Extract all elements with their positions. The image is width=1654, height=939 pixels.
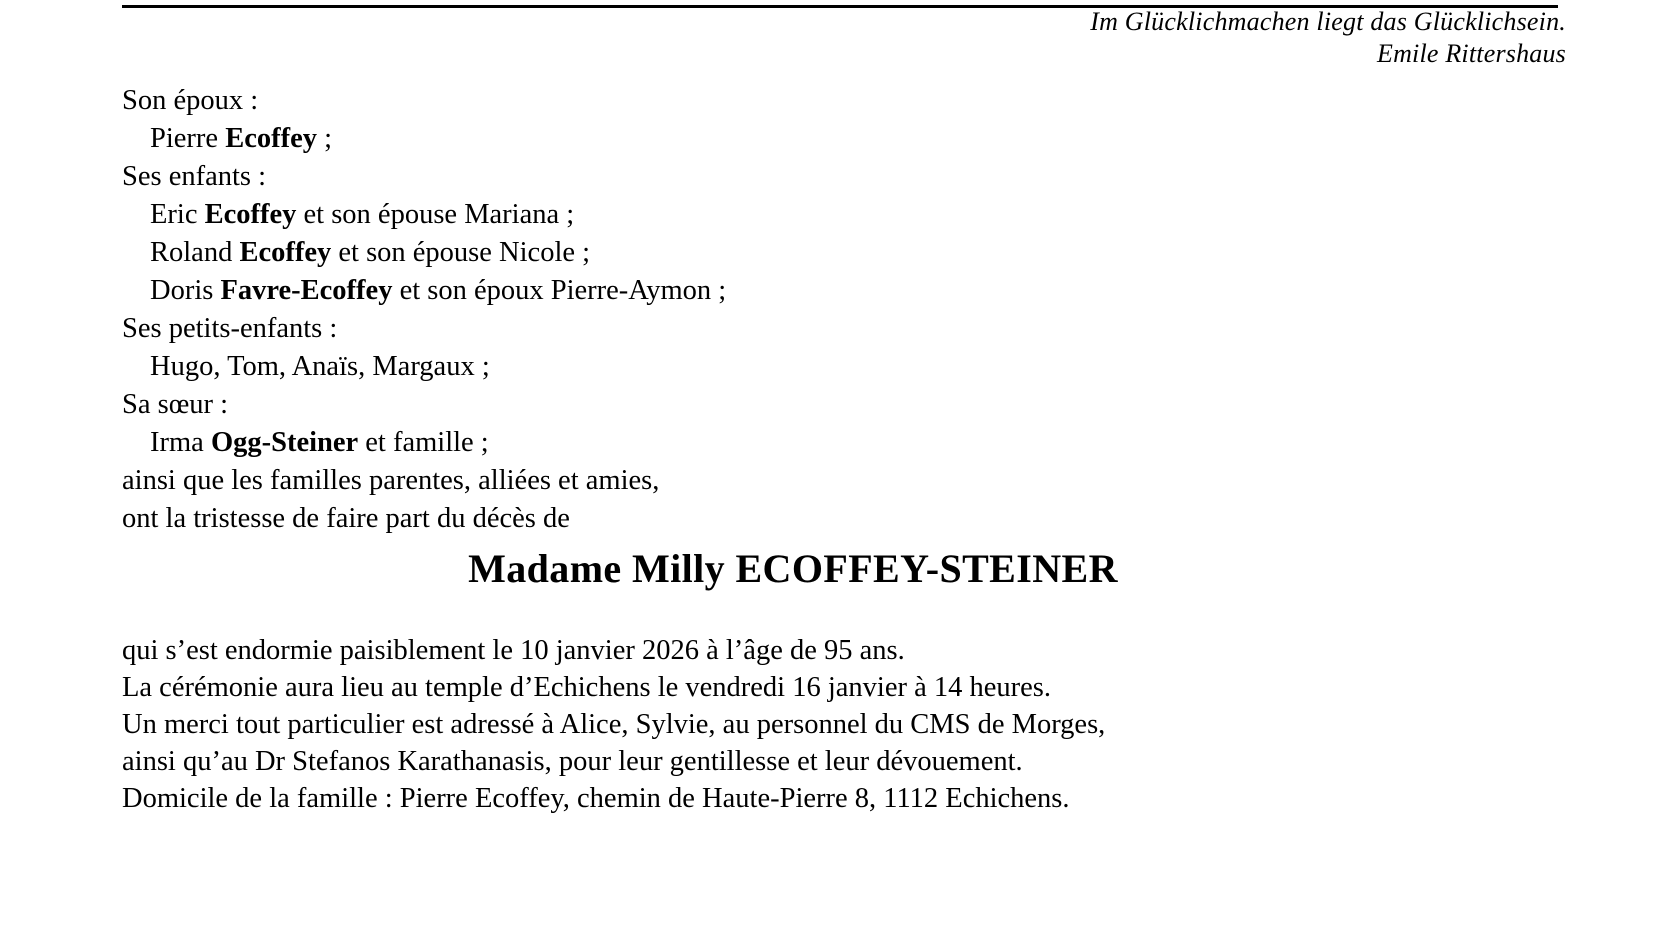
family-line-prefix: Doris bbox=[150, 275, 221, 306]
family-line-suffix: ; bbox=[316, 123, 333, 154]
family-line-surname: Ecoffey bbox=[225, 123, 317, 154]
family-line bbox=[122, 272, 1542, 310]
family-line: Ses enfants : bbox=[122, 161, 267, 192]
family-line: Son époux : bbox=[122, 85, 259, 116]
family-list bbox=[122, 82, 1542, 538]
family-line: ont la tristesse de faire part du décès de bbox=[122, 503, 570, 534]
family-line-prefix: Irma bbox=[150, 427, 211, 458]
family-line-prefix: Pierre bbox=[150, 123, 226, 154]
family-line: ainsi que les familles parentes, alliées et amies, bbox=[122, 465, 660, 496]
family-line-surname: Favre-Ecoffey bbox=[220, 275, 393, 306]
epigraph-author: Emile Rittershaus bbox=[1377, 39, 1566, 68]
family-line: Ses petits-enfants : bbox=[122, 313, 338, 344]
family-line-suffix: et son épouse Nicole ; bbox=[331, 237, 591, 268]
family-line: Hugo, Tom, Anaïs, Margaux ; bbox=[150, 351, 490, 382]
family-line bbox=[122, 424, 1542, 462]
deceased-name: Madame Milly ECOFFEY-STEINER bbox=[468, 546, 1118, 591]
family-line-suffix: et son épouse Mariana ; bbox=[296, 199, 575, 230]
closing-line: qui s’est endormie paisiblement le 10 janvier 2026 à l’âge de 95 ans. bbox=[122, 635, 905, 666]
closing-paragraph bbox=[122, 632, 1572, 817]
closing-line: Un merci tout particulier est adressé à Alice, Sylvie, au personnel du CMS de Morges, bbox=[122, 709, 1106, 740]
epigraph bbox=[1090, 6, 1566, 70]
family-line bbox=[122, 120, 1542, 158]
closing-line: La cérémonie aura lieu au temple d’Echichens le vendredi 16 janvier à 14 heures. bbox=[122, 672, 1052, 703]
family-line-suffix: et famille ; bbox=[358, 427, 489, 458]
family-line-prefix: Roland bbox=[150, 237, 240, 268]
epigraph-quote: Im Glücklichmachen liegt das Glücklichsein. bbox=[1090, 7, 1566, 36]
family-line-surname: Ecoffey bbox=[239, 237, 332, 268]
family-line bbox=[122, 196, 1542, 234]
family-line bbox=[122, 234, 1542, 272]
family-line-prefix: Eric bbox=[150, 199, 205, 230]
family-line: Sa sœur : bbox=[122, 389, 229, 420]
closing-line: Domicile de la famille : Pierre Ecoffey, chemin de Haute-Pierre 8, 1112 Echichens. bbox=[122, 783, 1070, 814]
family-line-surname: Ogg-Steiner bbox=[210, 427, 359, 458]
family-line-surname: Ecoffey bbox=[204, 199, 297, 230]
family-line-suffix: et son époux Pierre-Aymon ; bbox=[392, 275, 727, 306]
closing-line: ainsi qu’au Dr Stefanos Karathanasis, pour leur gentillesse et leur dévouement. bbox=[122, 746, 1023, 777]
